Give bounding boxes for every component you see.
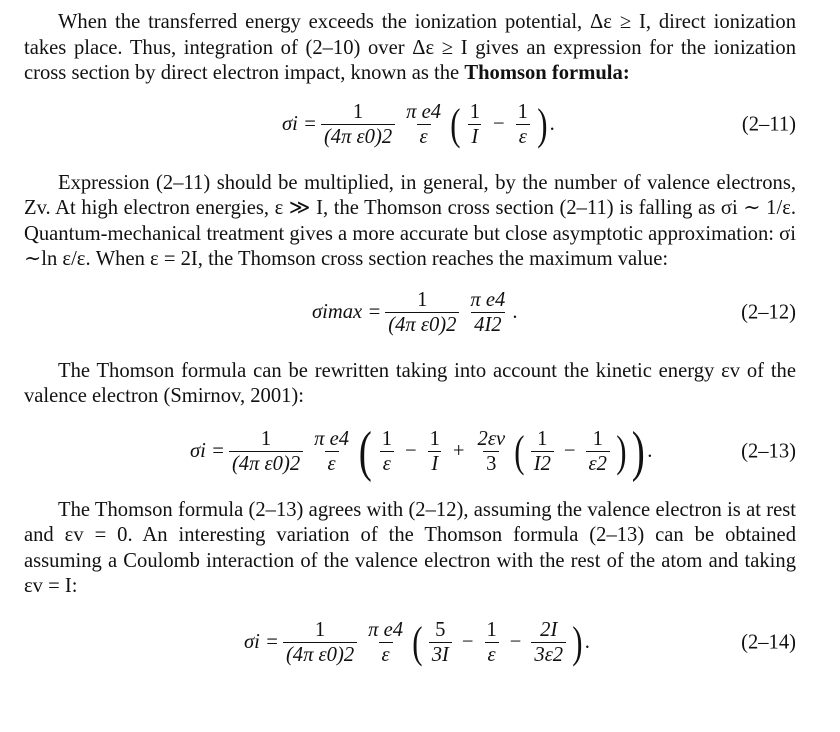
eq3-period: . bbox=[647, 440, 653, 462]
eq1-period: . bbox=[549, 113, 555, 135]
eq3-frac3-den: ε bbox=[380, 451, 394, 475]
equation-number-2-11: (2–11) bbox=[741, 113, 796, 135]
eq2-lhs: σimax = bbox=[312, 301, 382, 323]
eq1-frac1-den: (4π ε0)2 bbox=[321, 124, 395, 148]
eq2-frac2-den: 4I2 bbox=[471, 312, 504, 336]
eq4-frac1-den: (4π ε0)2 bbox=[283, 642, 357, 666]
eq1-frac4-den: ε bbox=[516, 124, 530, 148]
eq3-frac6-num: 1 bbox=[537, 428, 548, 450]
page-content bbox=[24, 10, 796, 686]
eq1-frac1-num: 1 bbox=[352, 101, 364, 123]
paragraph-1 bbox=[24, 10, 796, 87]
eq1-frac4-num: 1 bbox=[517, 101, 528, 123]
eq3-frac5-den: 3 bbox=[483, 451, 499, 475]
eq3-frac5-num: 2εv bbox=[477, 428, 506, 450]
equation-number-2-13: (2–13) bbox=[741, 440, 796, 462]
eq4-close-paren: ) bbox=[572, 617, 583, 667]
eq3-close-paren-inner: ) bbox=[616, 426, 627, 476]
eq1-open-paren: ( bbox=[450, 99, 461, 149]
equation-2-14: σi = $\frac{1}{\text{(4π ε0)2}}$ $\frac{\text{π e4}}{\varepsilon}$ ( $\frac{5}{3I}$ − $\frac{1}{\varepsilon}$ − $\frac{2I}{3\varepsilon 2}$ ) . (2–14) bbox=[244, 617, 796, 667]
eq3-frac1-num: 1 bbox=[260, 428, 272, 450]
eq3-frac2-den: ε bbox=[325, 451, 339, 475]
eq4-frac2-num: π e4 bbox=[368, 619, 404, 641]
eq2-period: . bbox=[512, 301, 518, 323]
eq3-open-paren-inner: ( bbox=[514, 426, 525, 476]
eq4-frac3-den: 3I bbox=[429, 642, 452, 666]
eq3-frac6-den: I2 bbox=[531, 451, 554, 475]
eq4-frac1-num: 1 bbox=[314, 619, 326, 641]
paragraph-2: Expression (2–11) should be multiplied, in general, by the number of valence electrons, Zv. At high electron energies, ε ≫ I, the Thomson cross section (2–11) is falling as σi ∼ 1/ε. Quantum-mechanical treatment gives a more accurate but close asymptotic approximation: σi ∼ln ε/ε. When ε = 2I, the Thomson cross section reaches the maximum value: bbox=[24, 171, 796, 270]
eq4-period: . bbox=[584, 631, 590, 653]
eq1-lhs: σi = bbox=[282, 113, 317, 135]
eq1-frac2-den: ε bbox=[417, 124, 431, 148]
paragraph-3: The Thomson formula can be rewritten taking into account the kinetic energy εv of the valence electron (Smirnov, 2001): bbox=[24, 359, 796, 407]
eq1-frac3-num: 1 bbox=[469, 101, 480, 123]
equation-2-13: σi = $\frac{1}{\text{(4π ε0)2}}$ $\frac{\text{π e4}}{\varepsilon}$ ( $\frac{1}{\varepsilon}$ − $\frac{1}{I}$ + $\frac{2\varepsilon v}{3}$ ( $\frac{1}{I2}$ − $\frac{1}{\varepsilon 2}$ ) ) . (2–13) bbox=[190, 420, 796, 483]
eq3-frac4-num: 1 bbox=[429, 428, 440, 450]
paragraph-1-text: When the transferred energy exceeds the ionization potential, Δε ≥ I, direct ionization takes place. Thus, integration of (2–10) over Δε ≥ I gives an expression for the ionization cross section by direct electron impact, known as the bbox=[24, 11, 796, 84]
eq1-frac3-den: I bbox=[468, 124, 481, 148]
eq3-open-paren-outer: ( bbox=[358, 420, 372, 483]
eq4-frac5-num: 2I bbox=[540, 619, 558, 641]
eq2-frac1-num: 1 bbox=[417, 289, 428, 311]
eq4-frac3-num: 5 bbox=[435, 619, 446, 641]
eq4-open-paren: ( bbox=[412, 617, 423, 667]
equation-number-2-12: (2–12) bbox=[741, 301, 796, 323]
eq4-frac4-num: 1 bbox=[486, 619, 497, 641]
equation-2-11: σi = $\frac{1}{\text{(4π ε0)2}}$ $\frac{\text{π e4}}{\varepsilon}$ ( $\frac{1}{I}$ − $\frac{1}{\varepsilon}$ ) . (2–11) bbox=[282, 99, 796, 149]
eq4-frac4-den: ε bbox=[485, 642, 499, 666]
eq1-frac2-num: π e4 bbox=[406, 101, 442, 123]
eq3-close-paren-outer: ) bbox=[631, 420, 645, 483]
eq3-lhs: σi = bbox=[190, 440, 225, 462]
eq1-close-paren: ) bbox=[537, 99, 548, 149]
eq3-frac1-den: (4π ε0)2 bbox=[229, 451, 303, 475]
equation-2-12 bbox=[24, 273, 796, 353]
equation-number-2-14: (2–14) bbox=[741, 631, 796, 653]
paragraph-4: The Thomson formula (2–13) agrees with (2–12), assuming the valence electron is at rest and εv = 0. An interesting variation of the Thomson formula (2–13) can be obtained assuming a Coulomb interaction of the valence electron with the rest of the atom and taking εv = I: bbox=[24, 498, 796, 597]
eq3-frac4-den: I bbox=[428, 451, 441, 475]
thomson-formula-label: Thomson formula: bbox=[464, 62, 630, 84]
eq4-frac5-den: 3ε2 bbox=[531, 642, 566, 666]
eq4-frac2-den: ε bbox=[379, 642, 393, 666]
eq3-frac2-num: π e4 bbox=[314, 428, 350, 450]
eq2-frac1-den: (4π ε0)2 bbox=[385, 312, 459, 336]
eq2-frac2-num: π e4 bbox=[470, 289, 506, 311]
eq3-frac3-num: 1 bbox=[381, 428, 392, 450]
eq3-frac7-num: 1 bbox=[592, 428, 603, 450]
eq3-frac7-den: ε2 bbox=[586, 451, 610, 475]
eq4-lhs: σi = bbox=[244, 631, 279, 653]
